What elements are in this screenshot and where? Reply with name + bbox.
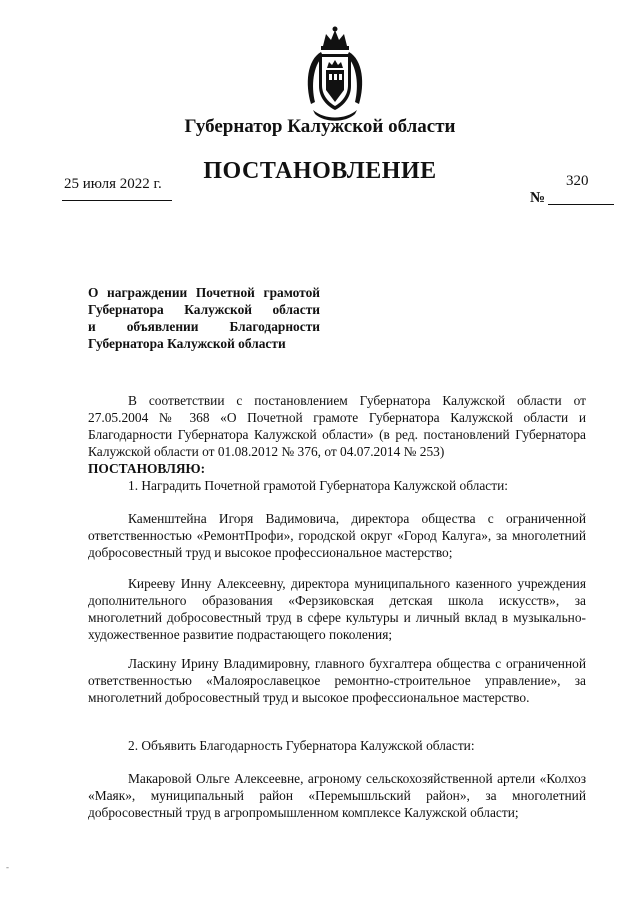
item-2-heading: 2. Объявить Благодарность Губернатора Калужской области:: [128, 738, 475, 753]
award-paragraph-2: Кирееву Инну Алексеевну, директора муниципального казенного учреждения дополнительного образования «Ферзиковская детская школа искусств», за многолетний добросовестный труд в сфере культуры и личный вклад в музыкально-художественное развитие подрастающего поколения;: [88, 576, 586, 642]
document-subject: [88, 284, 320, 352]
thanks-paragraph-1: Макаровой Ольге Алексеевне, агроному сельскохозяйственной артели «Колхоз «Маяк», муниципальный район «Перемышльский район», за многолетний добросовестный труд в агропромышленном комплексе Калужской области;: [88, 771, 586, 820]
coat-of-arms-emblem: [299, 24, 371, 124]
award-paragraph-1: Каменштейна Игоря Вадимовича, директора общества с ограниченной ответственностью «РемонтПрофи», городской округ «Город Калуга», за многолетний добросовестный труд и высокое профессиональное мастерство;: [88, 511, 586, 560]
subject-line: и объявлении Благодарности: [88, 319, 320, 334]
item-1-heading: 1. Наградить Почетной грамотой Губернатора Калужской области:: [128, 478, 508, 493]
award-paragraph-3: Ласкину Ирину Владимировну, главного бухгалтера общества с ограниченной ответственностью «Малоярославецкое ремонтно-строительное управление», за многолетний добросовестный труд и высокое профессиональное мастерство.: [88, 656, 586, 705]
subject-line: Губернатора Калужской области: [88, 336, 286, 351]
number-underline: [548, 204, 614, 205]
governor-title: Губернатор Калужской области: [184, 116, 456, 137]
number-sign: №: [530, 190, 546, 206]
document-number: 320: [566, 173, 589, 189]
preamble-paragraph: В соответствии с постановлением Губернатора Калужской области от 27.05.2004 № 368 «О Почетной грамоте Губернатора Калужской области и Благодарности Губернатора Калужской области» (в ред. постановлений Губернатора Калужской области от 01.08.2012 № 376, от 04.07.2014 № 253): [88, 393, 586, 459]
document-date: 25 июля 2022 г.: [64, 176, 162, 192]
subject-line: Губернатора Калужской области: [88, 302, 320, 317]
date-underline: [62, 200, 172, 201]
margin-mark: -: [6, 862, 9, 872]
decree-word: ПОСТАНОВЛЯЮ:: [88, 461, 206, 476]
document-type-title: ПОСТАНОВЛЕНИЕ: [203, 158, 437, 184]
subject-line: О награждении Почетной грамотой: [88, 285, 320, 300]
